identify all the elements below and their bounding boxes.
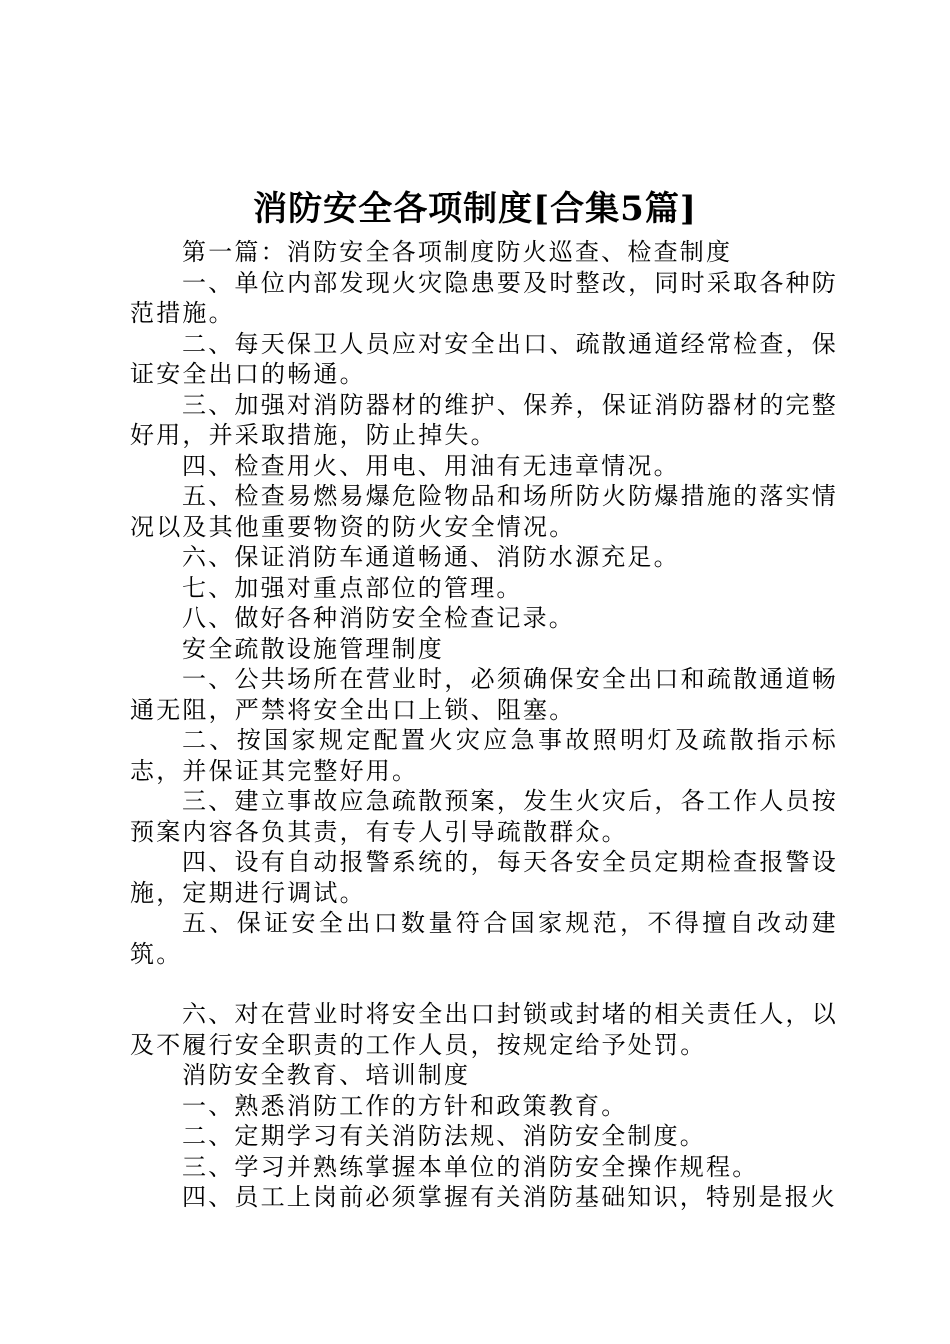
paragraph: 四、员工上岗前必须掌握有关消防基础知识，特别是报火	[182, 1183, 837, 1211]
section-heading-3: 消防安全教育、培训制度	[182, 1061, 471, 1089]
paragraph: 一、单位内部发现火灾隐患要及时整改，同时采取各种防范措施。	[130, 268, 838, 327]
paragraph: 一、公共场所在营业时，必须确保安全出口和疏散通道畅通无阻，严禁将安全出口上锁、阻塞。	[130, 665, 838, 724]
paragraph: 三、学习并熟练掌握本单位的消防安全操作规程。	[182, 1152, 759, 1181]
document-body	[130, 237, 838, 1213]
paragraph: 二、定期学习有关消防法规、消防安全制度。	[182, 1122, 706, 1150]
paragraph: 六、保证消防车通道畅通、消防水源充足。	[182, 543, 680, 571]
paragraph: 五、保证安全出口数量符合国家规范，不得擅自改动建筑。	[130, 909, 838, 968]
section-heading-1: 第一篇：消防安全各项制度防火巡查、检查制度	[182, 238, 733, 266]
paragraph: 六、对在营业时将安全出口封锁或封堵的相关责任人，以及不履行安全职责的工作人员，按规定给予处罚。	[130, 1000, 838, 1059]
paragraph: 三、加强对消防器材的维护、保养，保证消防器材的完整好用，并采取措施，防止掉失。	[130, 390, 838, 449]
paragraph: 七、加强对重点部位的管理。	[182, 573, 523, 602]
paragraph: 四、设有自动报警系统的，每天各安全员定期检查报警设施，定期进行调试。	[130, 848, 838, 907]
paragraph: 五、检查易燃易爆危险物品和场所防火防爆措施的落实情况以及其他重要物资的防火安全情况。	[130, 482, 838, 541]
paragraph: 三、建立事故应急疏散预案，发生火灾后，各工作人员按预案内容各负其责，有专人引导疏散群众。	[130, 787, 838, 846]
section-heading-2: 安全疏散设施管理制度	[182, 634, 444, 663]
blank-line	[130, 969, 838, 999]
paragraph: 八、做好各种消防安全检查记录。	[182, 604, 575, 632]
paragraph: 一、熟悉消防工作的方针和政策教育。	[182, 1091, 628, 1120]
document-title: 消防安全各项制度[合集5篇]	[253, 189, 697, 229]
paragraph: 二、按国家规定配置火灾应急事故照明灯及疏散指示标志，并保证其完整好用。	[130, 726, 838, 785]
paragraph: 四、检查用火、用电、用油有无违章情况。	[182, 451, 680, 480]
paragraph: 二、每天保卫人员应对安全出口、疏散通道经常检查，保证安全出口的畅通。	[130, 329, 838, 388]
